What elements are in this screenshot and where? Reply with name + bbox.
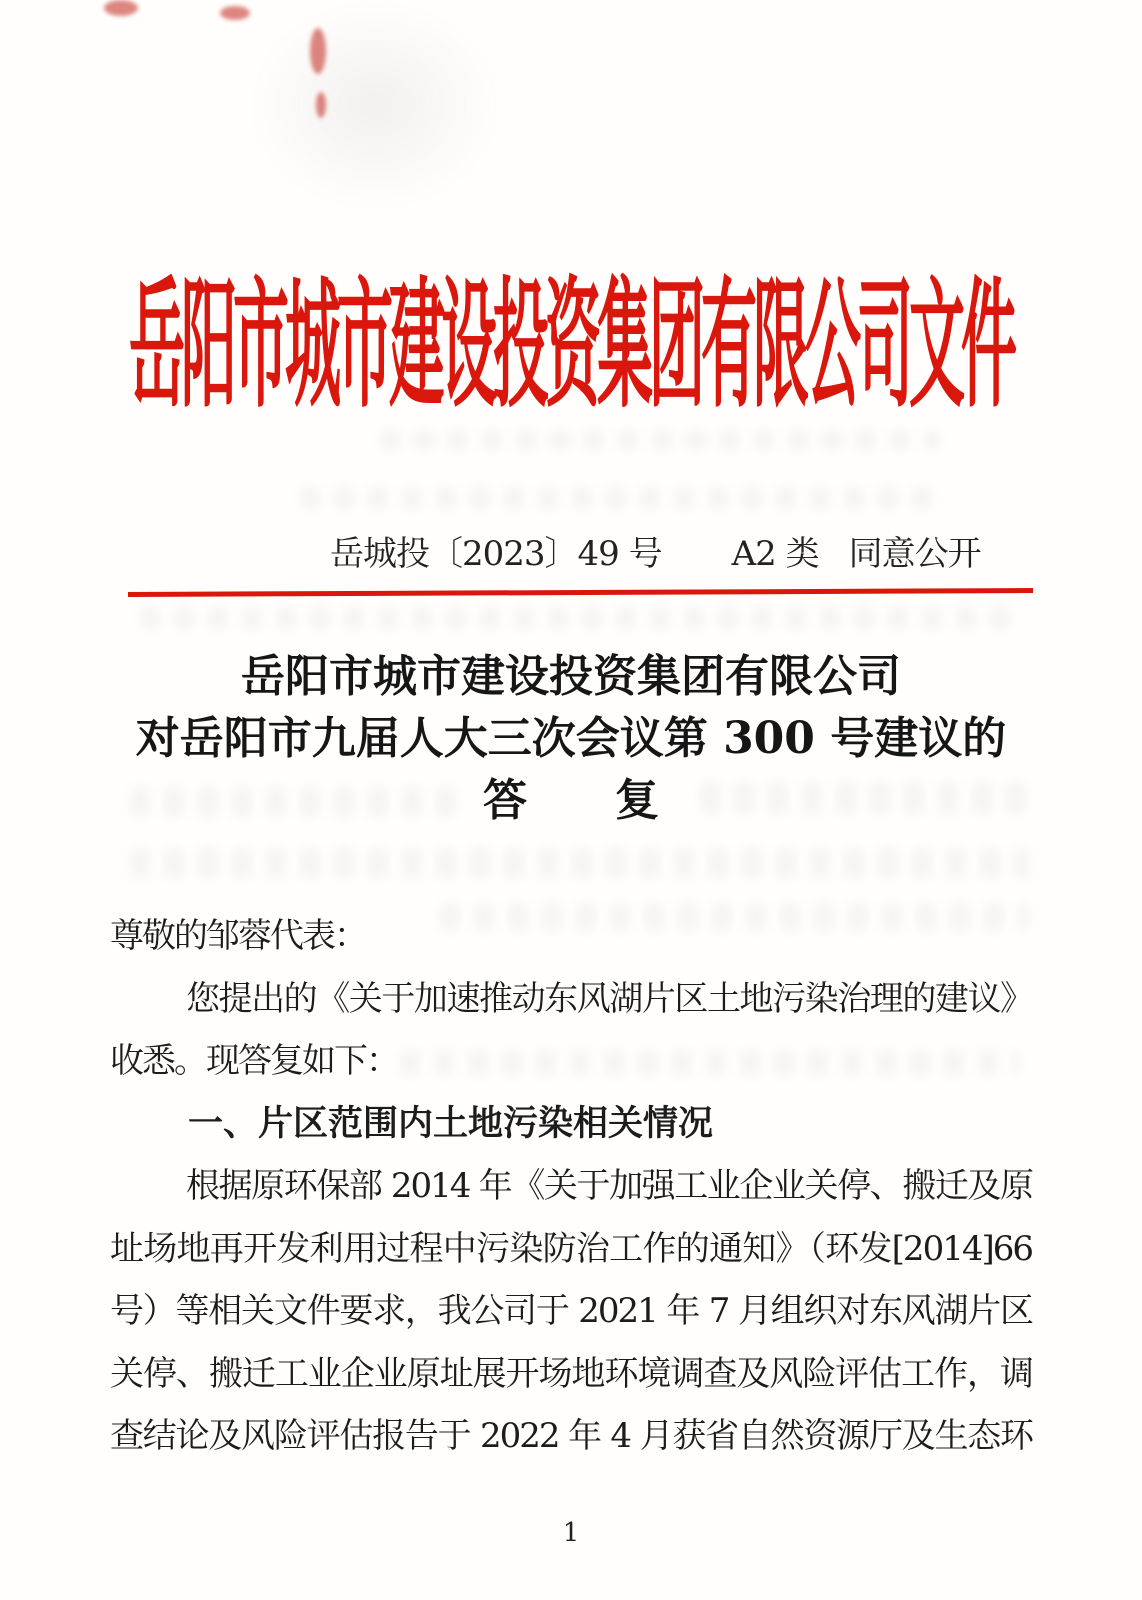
body-line: 号）等相关文件要求，我公司于 2021 年 7 月组织对东风湖片区 (110, 1291, 1032, 1331)
red-ink-speck (104, 0, 138, 16)
document-title-line3: 答 复 (483, 775, 659, 826)
body-line: 查结论及风险评估报告于 2022 年 4 月获省自然资源厅及生态环 (110, 1416, 1032, 1456)
body-line: 您提出的《关于加速推动东风湖片区土地污染治理的建议》 (186, 978, 1032, 1019)
red-ink-speck (316, 92, 326, 118)
document-body (110, 905, 1032, 1468)
bleed-through-artifact (140, 607, 1020, 629)
document-title (0, 646, 1142, 832)
document-title-line1: 岳阳市城市建设投资集团有限公司 (241, 651, 901, 702)
bleed-through-artifact (130, 848, 1030, 878)
red-ink-speck (310, 28, 326, 74)
bleed-through-artifact (300, 487, 940, 509)
document-title-line2: 对岳阳市九届人大三次会议第 300 号建议的 (135, 713, 1007, 764)
document-category: A2 类 (731, 534, 819, 574)
document-number-line (330, 526, 981, 575)
section-heading: 一、片区范围内土地污染相关情况 (188, 1103, 714, 1144)
salutation: 尊敬的邹蓉代表： (110, 916, 366, 956)
red-divider-rule (128, 588, 1033, 597)
document-number: 岳城投〔2023〕49 号 (330, 534, 662, 574)
body-line: 址场地再开发利用过程中污染防治工作的通知》（环发[2014]66 (110, 1228, 1032, 1269)
body-line: 根据原环保部 2014 年《关于加强工业企业关停、搬迁及原 (186, 1166, 1032, 1206)
body-line: 关停、搬迁工业企业原址展开场地环境调查及风险评估工作，调 (110, 1353, 1032, 1394)
body-line: 收悉。现答复如下： (110, 1041, 398, 1081)
scan-stain-artifact (250, 0, 500, 210)
letterhead-banner: 岳阳市城市建设投资集团有限公司文件 (129, 263, 1013, 429)
disclosure-status: 同意公开 (848, 534, 981, 574)
page-number: 1 (562, 1518, 580, 1548)
red-ink-speck (220, 6, 250, 20)
bleed-through-artifact (380, 430, 940, 450)
